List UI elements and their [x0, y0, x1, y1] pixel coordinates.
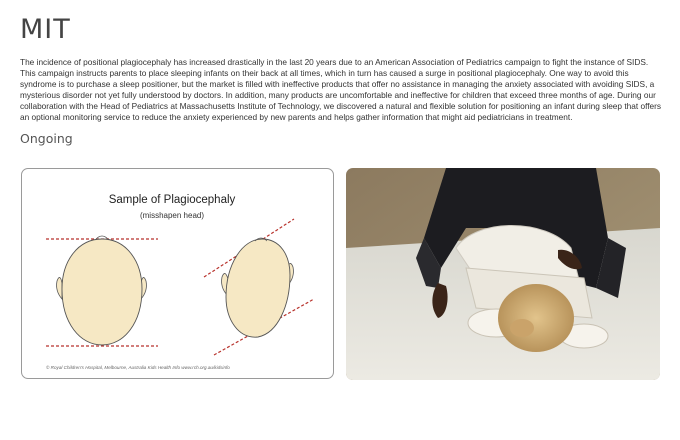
- photo-illustration: [346, 168, 660, 380]
- plush-doll-head: [498, 284, 574, 352]
- plagiocephaly-diagram-svg: [22, 169, 333, 378]
- infant-positioner-photo: [346, 168, 660, 380]
- normal-head-illustration: [46, 236, 158, 346]
- project-status: Ongoing: [20, 131, 73, 146]
- head-shape: [62, 239, 142, 345]
- diagram-title: Sample of Plagiocephaly: [108, 194, 236, 206]
- misshapen-head-illustration: [204, 219, 314, 355]
- project-description: The incidence of positional plagiocephaly has increased drastically in the last 20 years due to an American Association of Pediatrics campaign to fight the instance of SIDS. This campaign instructs parents to place sleeping infants on their back at all times, which in turn has caused a surge in positional plagiocephaly. One way to avoid this syndrome is to purchase a sleep positioner, but the market is filled with ineffective products that offer no assistance in managing the anxiety associated with avoiding SIDS, a mysterious disorder not yet fully understood by doctors. In addition, many products are uncomfortable and ineffective for children that exceed three months of age. During our collaboration with the Head of Pediatrics at Massachusetts Institute of Technology, we discovered a natural and flexible solution for positioning an infant during sleep that offers an optional monitoring service to reduce the anxiety experienced by new parents and helps gather information that might aid pediatricians in treatment.: [20, 57, 662, 122]
- plush-doll-muzzle: [510, 319, 534, 337]
- diagram-subtitle: (misshapen head): [139, 211, 205, 220]
- plagiocephaly-diagram: [21, 168, 334, 379]
- head-shape: [226, 239, 290, 337]
- left-ear: [57, 277, 62, 299]
- diagram-credit: © Royal Children's Hospital, Melbourne, Australia Kids Health Info www.rch.org.au/kidsinfo: [46, 365, 230, 370]
- page-title: MIT: [20, 14, 71, 45]
